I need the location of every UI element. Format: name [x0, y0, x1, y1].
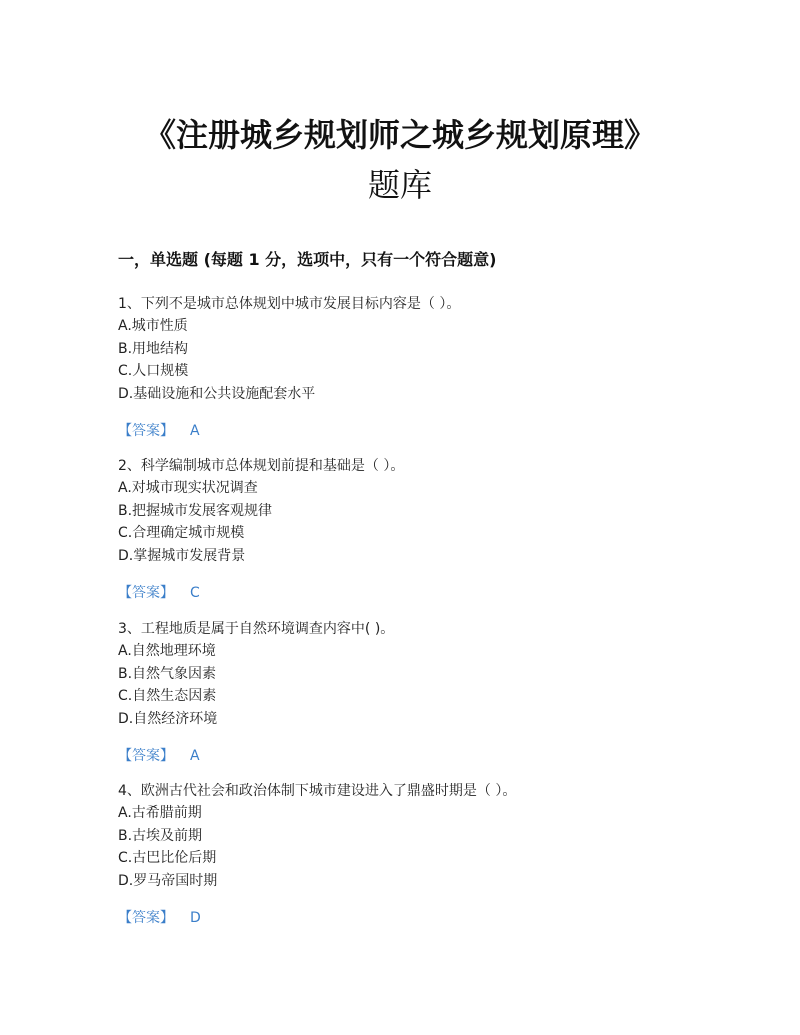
- option-b: B.用地结构: [118, 340, 189, 357]
- option-d: D.掌握城市发展背景: [118, 547, 246, 564]
- option-c: C.合理确定城市规模: [118, 525, 245, 541]
- document-subtitle: 题库: [367, 166, 432, 204]
- answer-label: 【答案】: [118, 748, 174, 764]
- answer-label: 【答案】: [118, 910, 174, 926]
- option-a: A.城市性质: [118, 318, 188, 334]
- option-c: C.自然生态因素: [118, 688, 217, 704]
- answer-value: D: [190, 910, 201, 926]
- option-a: A.古希腊前期: [118, 805, 202, 821]
- option-c: C.古巴比伦后期: [118, 850, 217, 866]
- question-3: [118, 618, 738, 767]
- answer-value: A: [190, 748, 200, 764]
- answer-label: 【答案】: [118, 585, 174, 601]
- section-heading: 一，单选题 (每题 1 分，选项中，只有一个符合题意): [118, 250, 497, 269]
- option-a: A.自然地理环境: [118, 643, 216, 659]
- question-stem: 3、工程地质是属于自然环境调查内容中( )。: [118, 621, 395, 637]
- option-d: D.基础设施和公共设施配套水平: [118, 385, 316, 402]
- option-c: C.人口规模: [118, 363, 189, 379]
- answer-label: 【答案】: [118, 423, 174, 439]
- answer-value: A: [190, 423, 200, 439]
- option-d: D.自然经济环境: [118, 710, 218, 727]
- question-1: [118, 293, 738, 442]
- option-b: B.古埃及前期: [118, 827, 203, 844]
- question-4: [118, 780, 738, 929]
- answer-row: [118, 907, 738, 929]
- question-stem: 2、科学编制城市总体规划前提和基础是（ ）。: [118, 458, 405, 474]
- option-a: A.对城市现实状况调查: [118, 480, 258, 496]
- question-stem: 4、欧洲古代社会和政治体制下城市建设进入了鼎盛时期是（ ）。: [118, 783, 517, 799]
- option-b: B.自然气象因素: [118, 665, 217, 682]
- option-b: B.把握城市发展客观规律: [118, 502, 273, 519]
- question-2: [118, 455, 738, 604]
- answer-row: [118, 420, 738, 442]
- answer-row: [118, 745, 738, 767]
- answer-value: C: [190, 585, 200, 601]
- answer-row: [118, 582, 738, 604]
- document-title: 《注册城乡规划师之城乡规划原理》: [143, 116, 656, 154]
- question-stem: 1、下列不是城市总体规划中城市发展目标内容是（ ）。: [118, 296, 461, 312]
- option-d: D.罗马帝国时期: [118, 872, 218, 889]
